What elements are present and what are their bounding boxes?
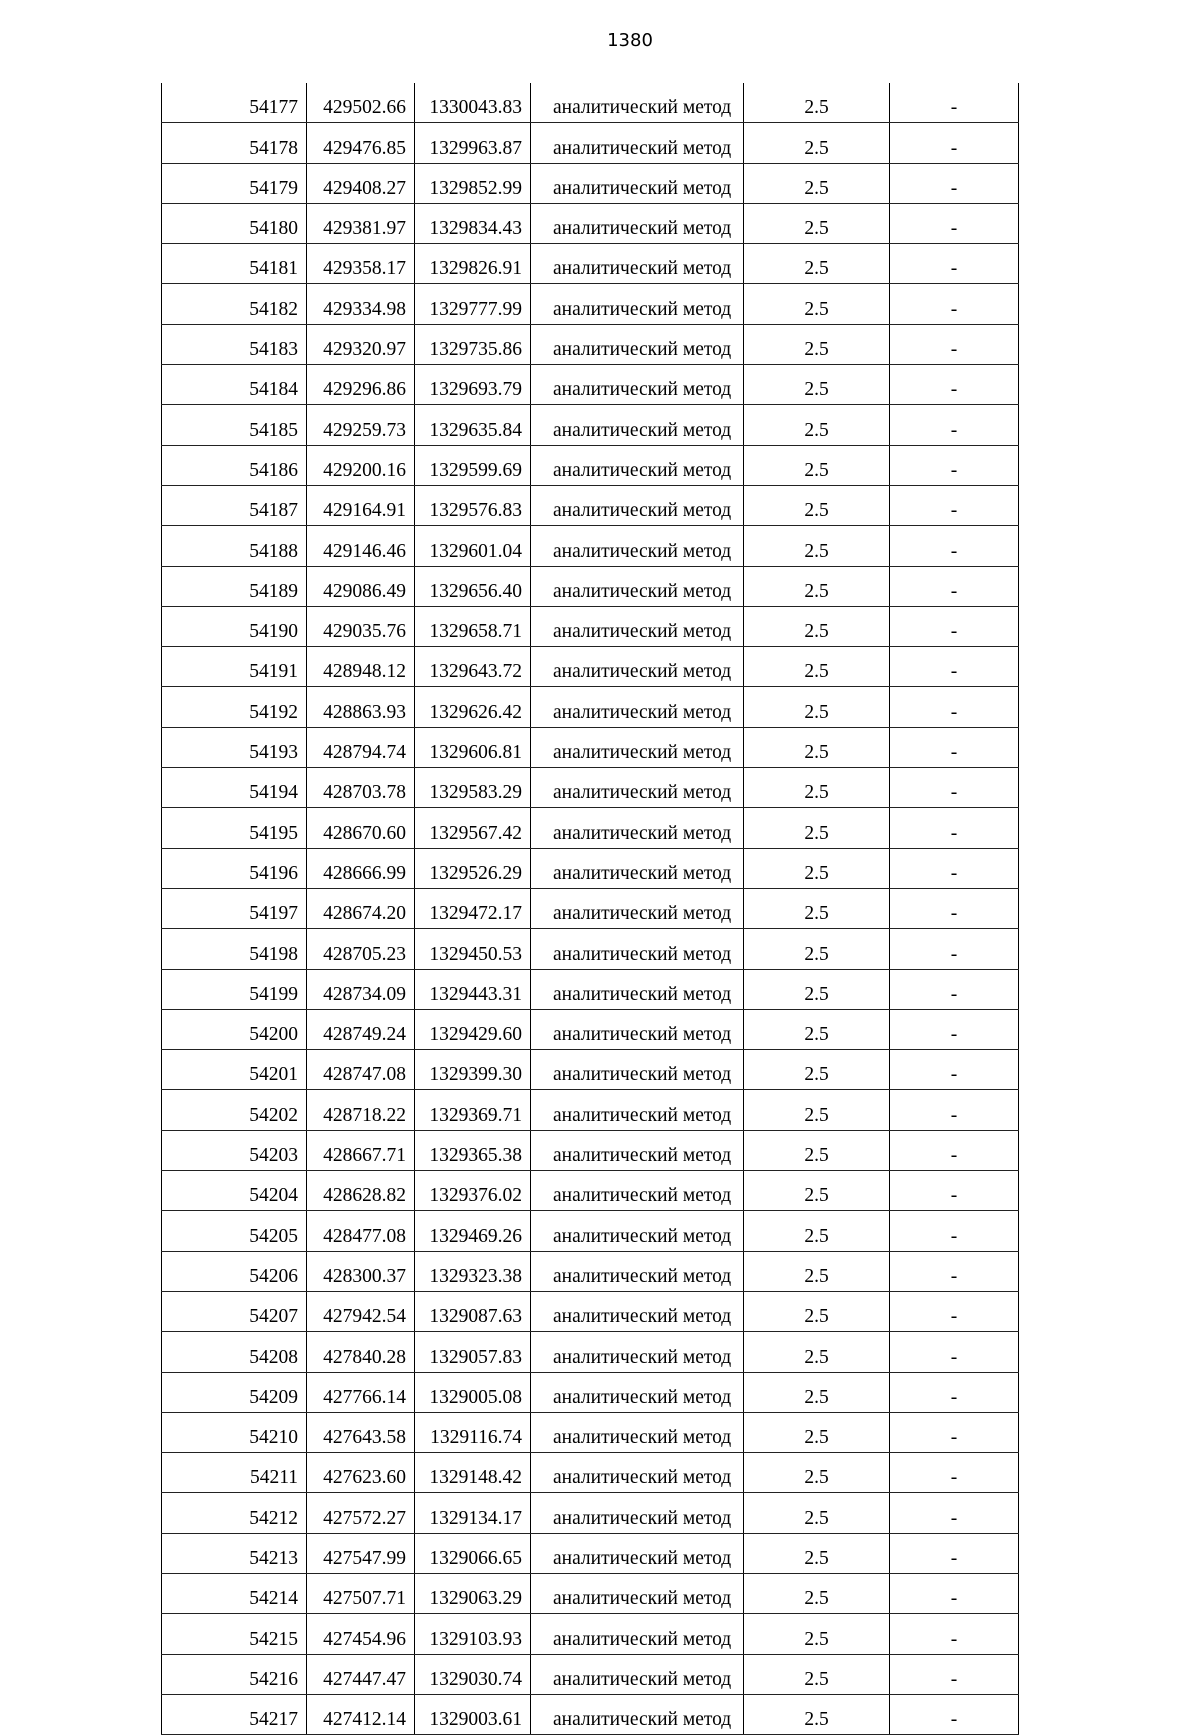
method-cell: аналитический метод (531, 1251, 744, 1291)
point-number-cell: 54201 (162, 1050, 307, 1090)
accuracy-cell: 2.5 (744, 1614, 890, 1654)
x-coordinate-cell: 428749.24 (307, 1009, 415, 1049)
point-number-cell: 54192 (162, 687, 307, 727)
note-cell: - (890, 163, 1019, 203)
x-coordinate-cell: 427412.14 (307, 1694, 415, 1734)
method-cell: аналитический метод (531, 1614, 744, 1654)
point-number-cell: 54190 (162, 606, 307, 646)
x-coordinate-cell: 429358.17 (307, 244, 415, 284)
y-coordinate-cell: 1329030.74 (415, 1654, 531, 1694)
accuracy-cell: 2.5 (744, 1453, 890, 1493)
table-row (162, 1573, 1019, 1613)
method-cell: аналитический метод (531, 123, 744, 163)
accuracy-cell: 2.5 (744, 1291, 890, 1331)
note-cell: - (890, 768, 1019, 808)
y-coordinate-cell: 1329469.26 (415, 1211, 531, 1251)
method-cell: аналитический метод (531, 324, 744, 364)
table-row (162, 526, 1019, 566)
table-row (162, 1694, 1019, 1734)
accuracy-cell: 2.5 (744, 365, 890, 405)
note-cell: - (890, 1009, 1019, 1049)
accuracy-cell: 2.5 (744, 768, 890, 808)
y-coordinate-cell: 1329003.61 (415, 1694, 531, 1734)
point-number-cell: 54181 (162, 244, 307, 284)
x-coordinate-cell: 428703.78 (307, 768, 415, 808)
method-cell: аналитический метод (531, 1050, 744, 1090)
note-cell: - (890, 485, 1019, 525)
point-number-cell: 54178 (162, 123, 307, 163)
table-row (162, 1412, 1019, 1452)
method-cell: аналитический метод (531, 1009, 744, 1049)
table-row (162, 1493, 1019, 1533)
accuracy-cell: 2.5 (744, 1654, 890, 1694)
y-coordinate-cell: 1329429.60 (415, 1009, 531, 1049)
note-cell: - (890, 1372, 1019, 1412)
y-coordinate-cell: 1329443.31 (415, 969, 531, 1009)
point-number-cell: 54200 (162, 1009, 307, 1049)
table-row (162, 1130, 1019, 1170)
method-cell: аналитический метод (531, 1130, 744, 1170)
note-cell: - (890, 606, 1019, 646)
y-coordinate-cell: 1329399.30 (415, 1050, 531, 1090)
method-cell: аналитический метод (531, 1654, 744, 1694)
y-coordinate-cell: 1329376.02 (415, 1171, 531, 1211)
point-number-cell: 54207 (162, 1291, 307, 1331)
table-row (162, 244, 1019, 284)
method-cell: аналитический метод (531, 445, 744, 485)
note-cell: - (890, 727, 1019, 767)
accuracy-cell: 2.5 (744, 808, 890, 848)
x-coordinate-cell: 429334.98 (307, 284, 415, 324)
point-number-cell: 54180 (162, 203, 307, 243)
accuracy-cell: 2.5 (744, 1090, 890, 1130)
y-coordinate-cell: 1329599.69 (415, 445, 531, 485)
accuracy-cell: 2.5 (744, 727, 890, 767)
x-coordinate-cell: 428670.60 (307, 808, 415, 848)
point-number-cell: 54177 (162, 83, 307, 123)
accuracy-cell: 2.5 (744, 83, 890, 123)
x-coordinate-cell: 428667.71 (307, 1130, 415, 1170)
y-coordinate-cell: 1329826.91 (415, 244, 531, 284)
y-coordinate-cell: 1329057.83 (415, 1332, 531, 1372)
note-cell: - (890, 566, 1019, 606)
note-cell: - (890, 647, 1019, 687)
table-row (162, 808, 1019, 848)
x-coordinate-cell: 428948.12 (307, 647, 415, 687)
method-cell: аналитический метод (531, 1453, 744, 1493)
method-cell: аналитический метод (531, 1171, 744, 1211)
accuracy-cell: 2.5 (744, 405, 890, 445)
accuracy-cell: 2.5 (744, 848, 890, 888)
method-cell: аналитический метод (531, 163, 744, 203)
note-cell: - (890, 526, 1019, 566)
method-cell: аналитический метод (531, 929, 744, 969)
table-row (162, 1251, 1019, 1291)
accuracy-cell: 2.5 (744, 888, 890, 928)
point-number-cell: 54216 (162, 1654, 307, 1694)
table-row (162, 123, 1019, 163)
point-number-cell: 54217 (162, 1694, 307, 1734)
note-cell: - (890, 324, 1019, 364)
table-row (162, 1453, 1019, 1493)
point-number-cell: 54215 (162, 1614, 307, 1654)
point-number-cell: 54206 (162, 1251, 307, 1291)
note-cell: - (890, 969, 1019, 1009)
table-row (162, 485, 1019, 525)
note-cell: - (890, 1412, 1019, 1452)
method-cell: аналитический метод (531, 1533, 744, 1573)
note-cell: - (890, 929, 1019, 969)
accuracy-cell: 2.5 (744, 163, 890, 203)
method-cell: аналитический метод (531, 1291, 744, 1331)
accuracy-cell: 2.5 (744, 606, 890, 646)
x-coordinate-cell: 428734.09 (307, 969, 415, 1009)
x-coordinate-cell: 428794.74 (307, 727, 415, 767)
note-cell: - (890, 1654, 1019, 1694)
table-row (162, 1090, 1019, 1130)
method-cell: аналитический метод (531, 1090, 744, 1130)
accuracy-cell: 2.5 (744, 1372, 890, 1412)
y-coordinate-cell: 1329626.42 (415, 687, 531, 727)
accuracy-cell: 2.5 (744, 1412, 890, 1452)
method-cell: аналитический метод (531, 606, 744, 646)
table-row (162, 687, 1019, 727)
note-cell: - (890, 1291, 1019, 1331)
x-coordinate-cell: 427572.27 (307, 1493, 415, 1533)
table-row (162, 1291, 1019, 1331)
y-coordinate-cell: 1329063.29 (415, 1573, 531, 1613)
table-row (162, 727, 1019, 767)
x-coordinate-cell: 427942.54 (307, 1291, 415, 1331)
point-number-cell: 54211 (162, 1453, 307, 1493)
page-number: 1380 (607, 30, 653, 51)
note-cell: - (890, 203, 1019, 243)
table-row (162, 163, 1019, 203)
note-cell: - (890, 1614, 1019, 1654)
point-number-cell: 54213 (162, 1533, 307, 1573)
table-row (162, 888, 1019, 928)
x-coordinate-cell: 427447.47 (307, 1654, 415, 1694)
x-coordinate-cell: 429476.85 (307, 123, 415, 163)
note-cell: - (890, 83, 1019, 123)
point-number-cell: 54183 (162, 324, 307, 364)
accuracy-cell: 2.5 (744, 647, 890, 687)
table-row (162, 969, 1019, 1009)
point-number-cell: 54185 (162, 405, 307, 445)
accuracy-cell: 2.5 (744, 1050, 890, 1090)
note-cell: - (890, 848, 1019, 888)
method-cell: аналитический метод (531, 1694, 744, 1734)
method-cell: аналитический метод (531, 1573, 744, 1613)
y-coordinate-cell: 1329576.83 (415, 485, 531, 525)
point-number-cell: 54198 (162, 929, 307, 969)
x-coordinate-cell: 428666.99 (307, 848, 415, 888)
method-cell: аналитический метод (531, 284, 744, 324)
accuracy-cell: 2.5 (744, 1533, 890, 1573)
table-row (162, 848, 1019, 888)
method-cell: аналитический метод (531, 244, 744, 284)
table-row (162, 1533, 1019, 1573)
table-row (162, 1332, 1019, 1372)
point-number-cell: 54194 (162, 768, 307, 808)
method-cell: аналитический метод (531, 768, 744, 808)
accuracy-cell: 2.5 (744, 123, 890, 163)
point-number-cell: 54212 (162, 1493, 307, 1533)
y-coordinate-cell: 1329323.38 (415, 1251, 531, 1291)
x-coordinate-cell: 428300.37 (307, 1251, 415, 1291)
x-coordinate-cell: 429502.66 (307, 83, 415, 123)
accuracy-cell: 2.5 (744, 1493, 890, 1533)
table-row (162, 284, 1019, 324)
accuracy-cell: 2.5 (744, 244, 890, 284)
accuracy-cell: 2.5 (744, 445, 890, 485)
x-coordinate-cell: 429146.46 (307, 526, 415, 566)
accuracy-cell: 2.5 (744, 929, 890, 969)
x-coordinate-cell: 428674.20 (307, 888, 415, 928)
x-coordinate-cell: 429035.76 (307, 606, 415, 646)
method-cell: аналитический метод (531, 808, 744, 848)
x-coordinate-cell: 428628.82 (307, 1171, 415, 1211)
point-number-cell: 54196 (162, 848, 307, 888)
note-cell: - (890, 284, 1019, 324)
y-coordinate-cell: 1329365.38 (415, 1130, 531, 1170)
point-number-cell: 54210 (162, 1412, 307, 1452)
y-coordinate-cell: 1329963.87 (415, 123, 531, 163)
method-cell: аналитический метод (531, 405, 744, 445)
y-coordinate-cell: 1329606.81 (415, 727, 531, 767)
note-cell: - (890, 365, 1019, 405)
method-cell: аналитический метод (531, 727, 744, 767)
method-cell: аналитический метод (531, 647, 744, 687)
method-cell: аналитический метод (531, 83, 744, 123)
note-cell: - (890, 244, 1019, 284)
y-coordinate-cell: 1329635.84 (415, 405, 531, 445)
note-cell: - (890, 1050, 1019, 1090)
point-number-cell: 54186 (162, 445, 307, 485)
method-cell: аналитический метод (531, 888, 744, 928)
y-coordinate-cell: 1329134.17 (415, 1493, 531, 1533)
y-coordinate-cell: 1329526.29 (415, 848, 531, 888)
accuracy-cell: 2.5 (744, 1171, 890, 1211)
y-coordinate-cell: 1329369.71 (415, 1090, 531, 1130)
table-row (162, 83, 1019, 123)
y-coordinate-cell: 1329472.17 (415, 888, 531, 928)
note-cell: - (890, 1453, 1019, 1493)
x-coordinate-cell: 429408.27 (307, 163, 415, 203)
method-cell: аналитический метод (531, 1211, 744, 1251)
point-number-cell: 54187 (162, 485, 307, 525)
method-cell: аналитический метод (531, 687, 744, 727)
x-coordinate-cell: 427623.60 (307, 1453, 415, 1493)
note-cell: - (890, 888, 1019, 928)
accuracy-cell: 2.5 (744, 969, 890, 1009)
x-coordinate-cell: 428477.08 (307, 1211, 415, 1251)
note-cell: - (890, 445, 1019, 485)
method-cell: аналитический метод (531, 365, 744, 405)
table-row (162, 1171, 1019, 1211)
x-coordinate-cell: 429296.86 (307, 365, 415, 405)
point-number-cell: 54214 (162, 1573, 307, 1613)
table-row (162, 647, 1019, 687)
point-number-cell: 54205 (162, 1211, 307, 1251)
y-coordinate-cell: 1329643.72 (415, 647, 531, 687)
accuracy-cell: 2.5 (744, 485, 890, 525)
y-coordinate-cell: 1329693.79 (415, 365, 531, 405)
note-cell: - (890, 123, 1019, 163)
y-coordinate-cell: 1329103.93 (415, 1614, 531, 1654)
note-cell: - (890, 1694, 1019, 1734)
point-number-cell: 54189 (162, 566, 307, 606)
table-row (162, 929, 1019, 969)
y-coordinate-cell: 1329066.65 (415, 1533, 531, 1573)
accuracy-cell: 2.5 (744, 284, 890, 324)
accuracy-cell: 2.5 (744, 1009, 890, 1049)
accuracy-cell: 2.5 (744, 687, 890, 727)
x-coordinate-cell: 429164.91 (307, 485, 415, 525)
y-coordinate-cell: 1329777.99 (415, 284, 531, 324)
note-cell: - (890, 1573, 1019, 1613)
note-cell: - (890, 1211, 1019, 1251)
point-number-cell: 54184 (162, 365, 307, 405)
coordinates-table (161, 83, 1019, 1735)
accuracy-cell: 2.5 (744, 1251, 890, 1291)
y-coordinate-cell: 1329005.08 (415, 1372, 531, 1412)
x-coordinate-cell: 429320.97 (307, 324, 415, 364)
table-row (162, 606, 1019, 646)
table-row (162, 1211, 1019, 1251)
table-row (162, 365, 1019, 405)
x-coordinate-cell: 427507.71 (307, 1573, 415, 1613)
x-coordinate-cell: 429259.73 (307, 405, 415, 445)
point-number-cell: 54197 (162, 888, 307, 928)
table-row (162, 1614, 1019, 1654)
x-coordinate-cell: 428718.22 (307, 1090, 415, 1130)
note-cell: - (890, 1251, 1019, 1291)
x-coordinate-cell: 427840.28 (307, 1332, 415, 1372)
y-coordinate-cell: 1329450.53 (415, 929, 531, 969)
x-coordinate-cell: 429200.16 (307, 445, 415, 485)
x-coordinate-cell: 427766.14 (307, 1372, 415, 1412)
x-coordinate-cell: 428863.93 (307, 687, 415, 727)
note-cell: - (890, 1130, 1019, 1170)
method-cell: аналитический метод (531, 1332, 744, 1372)
point-number-cell: 54193 (162, 727, 307, 767)
y-coordinate-cell: 1330043.83 (415, 83, 531, 123)
method-cell: аналитический метод (531, 485, 744, 525)
point-number-cell: 54182 (162, 284, 307, 324)
note-cell: - (890, 1533, 1019, 1573)
accuracy-cell: 2.5 (744, 1211, 890, 1251)
method-cell: аналитический метод (531, 1412, 744, 1452)
point-number-cell: 54195 (162, 808, 307, 848)
table-row (162, 1050, 1019, 1090)
accuracy-cell: 2.5 (744, 1130, 890, 1170)
note-cell: - (890, 1171, 1019, 1211)
x-coordinate-cell: 428747.08 (307, 1050, 415, 1090)
method-cell: аналитический метод (531, 566, 744, 606)
accuracy-cell: 2.5 (744, 566, 890, 606)
point-number-cell: 54204 (162, 1171, 307, 1211)
point-number-cell: 54179 (162, 163, 307, 203)
point-number-cell: 54203 (162, 1130, 307, 1170)
note-cell: - (890, 687, 1019, 727)
y-coordinate-cell: 1329834.43 (415, 203, 531, 243)
table-row (162, 1009, 1019, 1049)
x-coordinate-cell: 427547.99 (307, 1533, 415, 1573)
method-cell: аналитический метод (531, 526, 744, 566)
x-coordinate-cell: 429381.97 (307, 203, 415, 243)
table-row (162, 1654, 1019, 1694)
y-coordinate-cell: 1329567.42 (415, 808, 531, 848)
point-number-cell: 54209 (162, 1372, 307, 1412)
table-row (162, 405, 1019, 445)
x-coordinate-cell: 427454.96 (307, 1614, 415, 1654)
point-number-cell: 54202 (162, 1090, 307, 1130)
y-coordinate-cell: 1329583.29 (415, 768, 531, 808)
method-cell: аналитический метод (531, 1493, 744, 1533)
note-cell: - (890, 808, 1019, 848)
accuracy-cell: 2.5 (744, 526, 890, 566)
method-cell: аналитический метод (531, 1372, 744, 1412)
y-coordinate-cell: 1329658.71 (415, 606, 531, 646)
method-cell: аналитический метод (531, 848, 744, 888)
x-coordinate-cell: 428705.23 (307, 929, 415, 969)
method-cell: аналитический метод (531, 969, 744, 1009)
table-row (162, 445, 1019, 485)
x-coordinate-cell: 427643.58 (307, 1412, 415, 1452)
accuracy-cell: 2.5 (744, 1694, 890, 1734)
note-cell: - (890, 1090, 1019, 1130)
accuracy-cell: 2.5 (744, 1332, 890, 1372)
table-row (162, 566, 1019, 606)
accuracy-cell: 2.5 (744, 1573, 890, 1613)
y-coordinate-cell: 1329116.74 (415, 1412, 531, 1452)
y-coordinate-cell: 1329148.42 (415, 1453, 531, 1493)
table-row (162, 768, 1019, 808)
point-number-cell: 54208 (162, 1332, 307, 1372)
accuracy-cell: 2.5 (744, 203, 890, 243)
point-number-cell: 54188 (162, 526, 307, 566)
point-number-cell: 54191 (162, 647, 307, 687)
accuracy-cell: 2.5 (744, 324, 890, 364)
y-coordinate-cell: 1329601.04 (415, 526, 531, 566)
y-coordinate-cell: 1329087.63 (415, 1291, 531, 1331)
method-cell: аналитический метод (531, 203, 744, 243)
table-row (162, 1372, 1019, 1412)
x-coordinate-cell: 429086.49 (307, 566, 415, 606)
y-coordinate-cell: 1329735.86 (415, 324, 531, 364)
note-cell: - (890, 405, 1019, 445)
table-row (162, 203, 1019, 243)
note-cell: - (890, 1332, 1019, 1372)
y-coordinate-cell: 1329656.40 (415, 566, 531, 606)
table-row (162, 324, 1019, 364)
note-cell: - (890, 1493, 1019, 1533)
y-coordinate-cell: 1329852.99 (415, 163, 531, 203)
point-number-cell: 54199 (162, 969, 307, 1009)
